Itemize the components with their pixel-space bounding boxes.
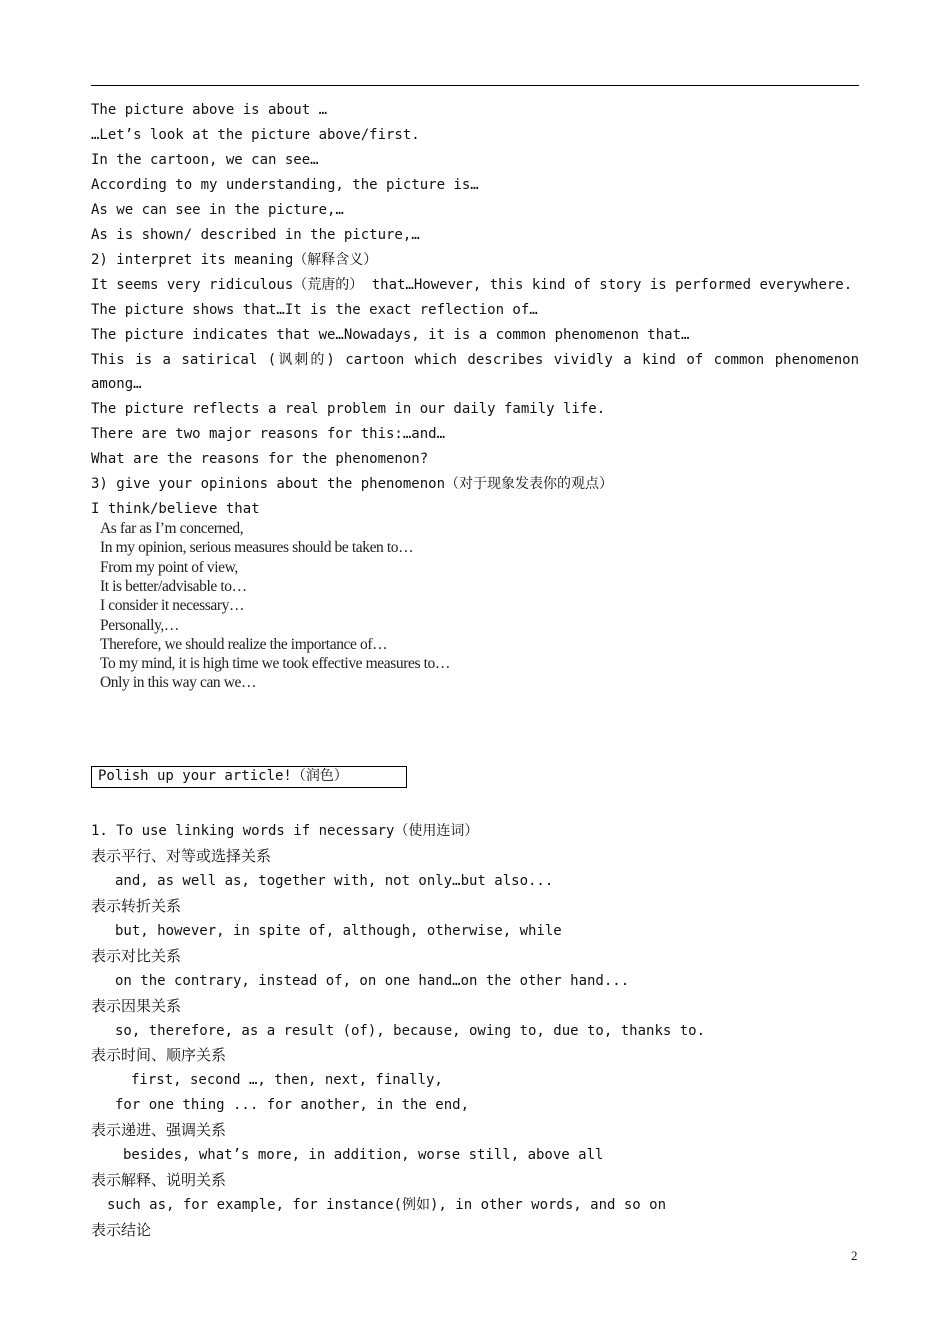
sentence-line: The picture indicates that we…Nowadays, it is a common phenomenon that… [91, 327, 690, 343]
linking-words-line: so, therefore, as a result (of), because, owing to, due to, thanks to. [115, 1023, 706, 1039]
linking-intro: 1. To use linking words if necessary（使用连词） [91, 823, 479, 839]
sentence-line: As we can see in the picture,… [91, 202, 344, 218]
opinion-phrase: From my point of view, [100, 559, 238, 576]
sentence-line: According to my understanding, the picture is… [91, 177, 479, 193]
sentence-line: What are the reasons for the phenomenon? [91, 451, 429, 467]
category-heading: 表示递进、强调关系 [91, 1121, 227, 1139]
polish-title: Polish up your article!（润色） [98, 768, 348, 784]
sentence-line: 2) interpret its meaning（解释含义） [91, 252, 378, 268]
sentence-line: The picture reflects a real problem in our daily family life. [91, 401, 606, 417]
linking-words-line: besides, what’s more, in addition, worse still, above all [123, 1147, 604, 1163]
opinion-phrase: Therefore, we should realize the importance of… [100, 636, 388, 653]
sentence-line: among… [91, 376, 142, 392]
category-heading: 表示结论 [91, 1221, 152, 1239]
sentence-line: In the cartoon, we can see… [91, 152, 319, 168]
opinion-phrase: Personally,… [100, 617, 180, 634]
category-heading: 表示转折关系 [91, 897, 182, 915]
opinion-phrase: Only in this way can we… [100, 674, 257, 691]
sentence-line: 3) give your opinions about the phenomenon（对于现象发表你的观点） [91, 476, 614, 492]
polish-section-box [91, 766, 407, 788]
category-heading: 表示对比关系 [91, 947, 182, 965]
sentence-line: …Let’s look at the picture above/first. [91, 127, 420, 143]
linking-words-line: such as, for example, for instance(例如), in other words, and so on [107, 1197, 667, 1213]
opinion-phrase: It is better/advisable to… [100, 578, 247, 595]
category-heading: 表示因果关系 [91, 997, 182, 1015]
sentence-line: I think/believe that [91, 501, 260, 517]
category-heading: 表示平行、对等或选择关系 [91, 847, 272, 865]
linking-words-line: and, as well as, together with, not only…but also... [115, 873, 554, 889]
category-heading: 表示时间、顺序关系 [91, 1046, 227, 1064]
linking-words-line: for one thing ... for another, in the end, [115, 1097, 470, 1113]
sentence-line: The picture above is about … [91, 102, 328, 118]
opinion-phrase: As far as I’m concerned, [100, 520, 244, 537]
header-rule [91, 85, 859, 86]
opinion-phrase: I consider it necessary… [100, 597, 245, 614]
sentence-line: This is a satirical (讽刺的) cartoon which describes vividly a kind of common phenomenon [91, 352, 859, 368]
sentence-line: It seems very ridiculous（荒唐的） that…However, this kind of story is performed everywhere. [91, 277, 853, 293]
sentence-line: As is shown/ described in the picture,… [91, 227, 420, 243]
page-number: 2 [851, 1248, 858, 1263]
linking-words-line: first, second …, then, next, finally, [131, 1072, 443, 1088]
category-heading: 表示解释、说明关系 [91, 1171, 227, 1189]
linking-words-line: but, however, in spite of, although, otherwise, while [115, 923, 562, 939]
sentence-line: The picture shows that…It is the exact reflection of… [91, 302, 538, 318]
sentence-line: There are two major reasons for this:…and… [91, 426, 446, 442]
linking-words-line: on the contrary, instead of, on one hand…on the other hand... [115, 973, 630, 989]
opinion-phrase: In my opinion, serious measures should be taken to… [100, 539, 414, 556]
opinion-phrase: To my mind, it is high time we took effective measures to… [100, 655, 450, 672]
